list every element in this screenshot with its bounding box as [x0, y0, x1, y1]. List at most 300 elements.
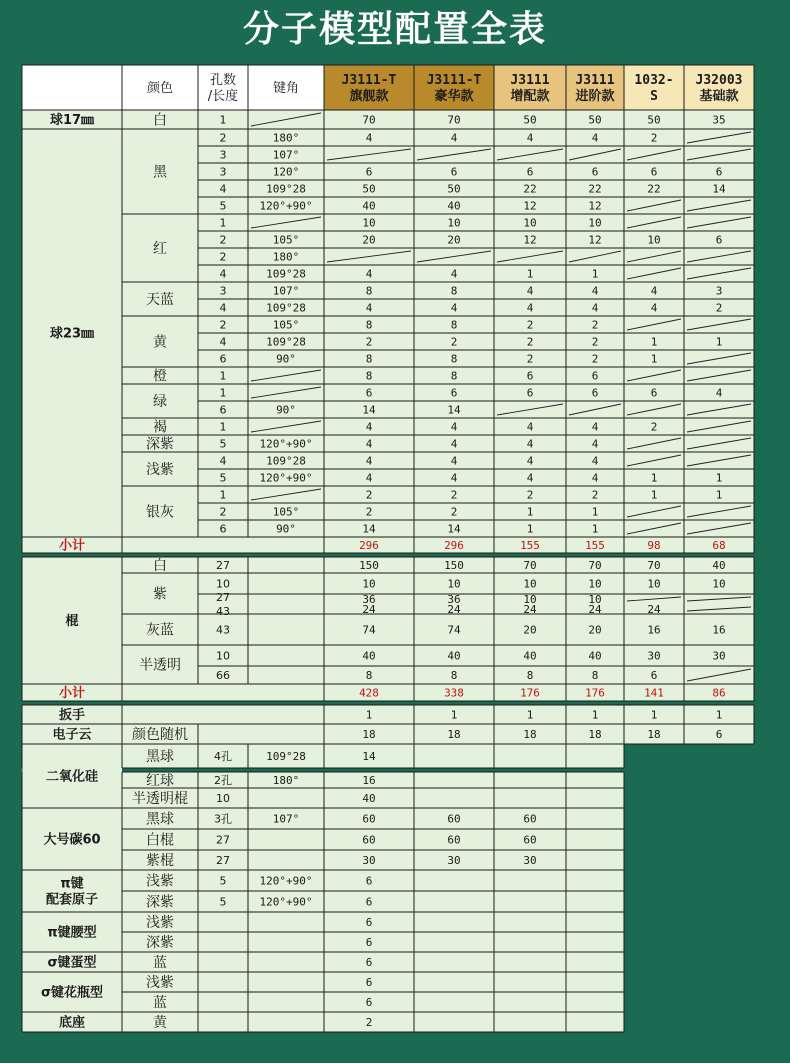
holes-cell — [220, 369, 227, 382]
value-cell — [588, 199, 601, 212]
value-cell-line: 60 — [523, 833, 537, 847]
value-cell-line: 86 — [712, 686, 726, 700]
value-cell-line: 10 — [647, 233, 661, 247]
value-cell — [651, 301, 658, 314]
header-product-line: 1032- — [634, 73, 674, 89]
value-cell — [523, 854, 536, 867]
holes-cell — [220, 505, 227, 518]
value-cell-line: 1 — [650, 488, 658, 502]
value-cell — [651, 386, 658, 399]
color-label-line: 浅紫 — [146, 462, 174, 479]
value-cell — [447, 577, 460, 590]
color-label-line: 绿 — [153, 394, 167, 411]
value-cell — [527, 301, 534, 314]
value-cell — [647, 233, 660, 246]
value-cell-line: 30 — [523, 853, 537, 867]
value-cell-line: 60 — [447, 833, 461, 847]
value-cell-line: 10 — [523, 216, 537, 230]
color-label-line: 白棍 — [146, 832, 174, 849]
angle-cell-line: 90° — [276, 352, 296, 366]
header-angle — [273, 80, 299, 96]
color-label — [146, 832, 174, 849]
value-cell-line: 10 — [588, 216, 602, 230]
header-product-line: 进阶款 — [575, 89, 615, 105]
color-label-line: 白 — [153, 112, 167, 129]
value-cell-line: 6 — [365, 995, 373, 1009]
holes-cell-line: 27 — [216, 590, 230, 604]
value-cell-line: 1 — [715, 708, 723, 722]
value-cell — [362, 623, 376, 636]
color-label — [153, 241, 167, 257]
value-cell — [588, 113, 601, 126]
cell-bg — [22, 418, 754, 435]
value-cell — [447, 728, 460, 741]
category-pi_atom-line: 配套原子 — [45, 892, 99, 908]
value-cell — [451, 669, 458, 682]
value-cell-line: 8 — [365, 352, 373, 366]
value-cell-line: 6 — [365, 975, 373, 989]
holes-cell — [216, 623, 230, 636]
value-cell — [447, 182, 460, 195]
value-cell-line: 6 — [591, 165, 599, 179]
color-label — [146, 461, 174, 478]
value-cell — [527, 437, 534, 450]
value-cell — [716, 284, 723, 297]
value-cell — [366, 1016, 373, 1029]
value-cell-line: 2 — [365, 335, 373, 349]
value-cell-line: 24 — [362, 602, 376, 616]
header-product-line: 增配款 — [510, 89, 550, 105]
cell-bg — [22, 705, 754, 724]
value-cell — [592, 522, 599, 535]
value-cell-line: 50 — [647, 113, 661, 127]
category-sigma_vase — [41, 985, 103, 1001]
header-angle-line: 键角 — [272, 81, 300, 97]
value-cell-line: 40 — [588, 649, 602, 663]
value-cell-line: 20 — [588, 623, 602, 637]
value-cell-line: 20 — [447, 233, 461, 247]
value-cell-line: 4 — [365, 420, 373, 434]
color-label-line: 黄 — [153, 334, 167, 351]
value-cell-line: 30 — [447, 853, 461, 867]
color-label — [153, 368, 167, 385]
holes-cell — [220, 182, 227, 195]
value-cell-line: 40 — [362, 791, 376, 805]
holes-cell — [220, 488, 227, 501]
header-holes-line: 孔数 — [209, 73, 237, 89]
value-cell-line: 8 — [526, 668, 534, 682]
value-cell-line: 4 — [450, 420, 458, 434]
value-cell — [527, 165, 534, 178]
value-cell-line: 4 — [591, 284, 599, 298]
value-cell — [362, 403, 376, 416]
angle-cell-line: 109°28 — [266, 335, 306, 349]
holes-cell — [220, 895, 227, 908]
category-electron_cloud-line: 电子云 — [52, 727, 92, 743]
value-cell-line: 10 — [523, 577, 537, 591]
value-cell — [362, 522, 376, 535]
category-electron_cloud — [52, 727, 91, 743]
cell-bg — [22, 557, 754, 573]
color-label — [153, 954, 167, 971]
holes-cell-line: 2 — [219, 250, 227, 264]
value-cell — [592, 471, 599, 484]
angle-cell — [273, 250, 300, 263]
color-label — [146, 773, 174, 789]
holes-cell-line: 5 — [219, 874, 227, 888]
value-cell — [362, 854, 375, 867]
value-cell-line: 2 — [365, 1015, 373, 1029]
value-cell-line: 4 — [526, 420, 534, 434]
value-cell-line: 141 — [644, 686, 664, 700]
value-cell-line: 155 — [520, 538, 540, 552]
angle-cell — [273, 233, 300, 246]
color-label — [153, 558, 167, 574]
angle-cell-line: 109°28 — [266, 749, 306, 763]
angle-cell-line: 180° — [272, 250, 300, 264]
value-cell-line: 1 — [650, 352, 658, 366]
holes-cell-line: 2 — [219, 505, 227, 519]
color-label-line: 天蓝 — [146, 292, 174, 309]
value-cell — [651, 335, 658, 348]
angle-cell — [276, 522, 296, 535]
value-cell-line: 2 — [526, 335, 534, 349]
value-cell-line: 16 — [362, 773, 376, 787]
value-cell — [592, 352, 599, 365]
value-cell — [647, 623, 660, 636]
header-product-line: 基础款 — [699, 89, 739, 105]
value-cell-line: 16 — [647, 623, 661, 637]
value-cell-line: 2 — [526, 352, 534, 366]
value-cell-line: 1 — [715, 335, 723, 349]
value-cell-line: 4 — [591, 301, 599, 315]
angle-cell — [273, 284, 300, 297]
holes-cell-line: 1 — [219, 420, 227, 434]
value-cell-line: 2 — [365, 488, 373, 502]
holes-cell — [216, 559, 230, 572]
value-cell — [592, 318, 599, 331]
value-cell-line: 24 — [523, 602, 537, 616]
value-cell — [366, 505, 373, 518]
value-cell — [362, 199, 375, 212]
value-cell — [447, 522, 461, 535]
value-cell — [592, 420, 599, 433]
angle-cell — [266, 267, 306, 280]
value-cell — [647, 649, 660, 662]
cell-bg — [22, 952, 624, 972]
header-color — [147, 80, 173, 96]
value-cell — [366, 284, 373, 297]
value-cell — [651, 131, 658, 144]
value-cell-line: 40 — [447, 199, 461, 213]
value-cell-line: 50 — [362, 182, 376, 196]
value-cell — [444, 686, 464, 699]
value-cell — [716, 301, 723, 314]
value-cell — [647, 113, 660, 126]
value-cell-line: 50 — [447, 182, 461, 196]
header-product-line: S — [650, 89, 658, 105]
value-cell — [716, 708, 723, 721]
value-cell — [651, 165, 658, 178]
value-cell-line: 6 — [365, 386, 373, 400]
category-rod — [65, 613, 78, 629]
angle-cell-line: 180° — [272, 131, 300, 145]
value-cell-line: 6 — [650, 165, 658, 179]
holes-cell — [216, 792, 230, 805]
value-cell-line: 12 — [588, 199, 602, 213]
color-label-line: 黑球 — [146, 811, 174, 828]
value-cell — [362, 792, 375, 805]
value-cell — [527, 284, 534, 297]
holes-cell — [214, 773, 232, 787]
holes-cell-line: 2 — [219, 318, 227, 332]
value-cell-line: 24 — [588, 602, 602, 616]
value-cell — [592, 386, 599, 399]
value-cell — [588, 182, 601, 195]
value-cell — [366, 488, 373, 501]
header-product-line: J3111 — [510, 73, 550, 89]
category-ball23-line: 球23㎜ — [49, 326, 95, 342]
value-cell — [588, 577, 601, 590]
value-cell — [716, 165, 723, 178]
value-cell-line: 4 — [526, 284, 534, 298]
header-product-line: J32003 — [695, 73, 743, 89]
color-label-line: 黑球 — [146, 749, 174, 766]
color-label — [146, 291, 174, 308]
value-cell — [451, 335, 458, 348]
value-cell — [447, 854, 460, 867]
value-cell — [444, 559, 464, 572]
color-label — [146, 873, 174, 890]
value-cell-line: 4 — [650, 284, 658, 298]
value-cell — [447, 812, 460, 825]
header-product — [696, 73, 743, 104]
color-label-line: 红 — [153, 241, 167, 258]
header-product — [510, 73, 550, 104]
value-cell-line: 35 — [712, 113, 726, 127]
value-cell — [716, 335, 723, 348]
value-cell-line: 16 — [712, 623, 726, 637]
value-cell-line: 2 — [450, 335, 458, 349]
angle-cell-line: 90° — [276, 403, 296, 417]
holes-cell — [220, 454, 227, 467]
value-cell — [447, 833, 460, 846]
holes-cell-line: 10 — [216, 577, 230, 591]
category-rod-line: 棍 — [65, 614, 79, 630]
holes-cell-line: 2孔 — [214, 773, 232, 787]
holes-cell — [220, 113, 227, 126]
value-cell — [527, 318, 534, 331]
holes-cell-line: 1 — [219, 488, 227, 502]
value-cell — [588, 649, 601, 662]
value-cell-line: 2 — [591, 335, 599, 349]
holes-cell-line: 4 — [219, 267, 227, 281]
value-cell-line: 2 — [591, 488, 599, 502]
value-cell-line: 1 — [591, 267, 599, 281]
value-cell-line: 36 — [447, 592, 461, 606]
color-label — [153, 586, 167, 603]
holes-cell-line: 1 — [219, 216, 227, 230]
value-cell-line: 18 — [447, 727, 461, 741]
value-cell-line: 8 — [450, 352, 458, 366]
value-cell — [647, 603, 661, 616]
value-cell — [444, 539, 464, 552]
value-cell — [366, 267, 373, 280]
value-cell-line: 14 — [447, 522, 461, 536]
category-sigma_egg — [47, 955, 96, 971]
holes-cell — [220, 386, 227, 399]
value-cell — [712, 686, 725, 699]
cell-bg — [22, 110, 754, 129]
value-cell-line: 8 — [365, 369, 373, 383]
holes-cell — [220, 874, 227, 887]
value-cell — [523, 559, 536, 572]
value-cell-line: 1 — [650, 471, 658, 485]
holes-cell — [216, 669, 230, 682]
value-cell-line: 30 — [647, 649, 661, 663]
angle-cell — [273, 505, 300, 518]
holes-cell — [216, 577, 230, 590]
holes-cell — [220, 199, 227, 212]
value-cell — [592, 669, 599, 682]
angle-cell-line: 90° — [276, 522, 296, 536]
angle-cell — [260, 437, 313, 450]
holes-cell-line: 4 — [219, 335, 227, 349]
value-cell-line: 40 — [362, 649, 376, 663]
header-product-line: J3111-T — [341, 73, 397, 89]
color-label — [139, 657, 181, 674]
value-cell-line: 6 — [650, 386, 658, 400]
value-cell — [588, 623, 601, 636]
angle-cell-line: 109°28 — [266, 301, 306, 315]
value-cell-line: 6 — [365, 915, 373, 929]
value-cell-line: 10 — [588, 592, 602, 606]
header-color-line: 颜色 — [146, 81, 174, 97]
value-cell-line: 1 — [526, 708, 534, 722]
cell-bg — [22, 1012, 624, 1032]
color-label — [153, 1015, 168, 1031]
value-cell-line: 22 — [523, 182, 537, 196]
header-holes — [208, 72, 238, 104]
holes-cell-line: 3 — [219, 148, 227, 162]
value-cell — [716, 488, 723, 501]
value-cell-line: 14 — [447, 403, 461, 417]
holes-cell-line: 43 — [216, 604, 230, 618]
value-cell — [451, 488, 458, 501]
angle-cell — [273, 148, 300, 161]
color-label-line: 黑 — [153, 164, 167, 181]
value-cell-line: 6 — [591, 386, 599, 400]
angle-cell — [273, 165, 300, 178]
value-cell-line: 176 — [520, 686, 540, 700]
value-cell — [366, 301, 373, 314]
value-cell — [451, 708, 458, 721]
value-cell-line: 1 — [365, 708, 373, 722]
value-cell — [366, 976, 373, 989]
value-cell — [523, 833, 536, 846]
value-cell — [651, 352, 658, 365]
holes-cell — [220, 403, 227, 416]
holes-cell-line: 3 — [219, 165, 227, 179]
category-c60-line: 大号碳60 — [43, 832, 101, 848]
value-cell — [520, 539, 540, 552]
value-cell — [527, 352, 534, 365]
category-sigma_vase-line: σ键花瓶型 — [40, 985, 104, 1001]
value-cell — [366, 454, 373, 467]
value-cell-line: 10 — [362, 577, 376, 591]
value-cell-line: 2 — [650, 131, 658, 145]
color-label — [153, 335, 168, 351]
color-label — [146, 852, 174, 869]
value-cell — [592, 369, 599, 382]
category-wrench-line: 扳手 — [58, 708, 86, 724]
color-label — [146, 622, 174, 639]
value-cell-line: 14 — [362, 403, 376, 417]
value-cell — [592, 301, 599, 314]
value-cell-line: 6 — [715, 233, 723, 247]
angle-cell-line: 120°+90° — [259, 437, 313, 451]
subtotal-label — [59, 538, 85, 554]
value-cell-line: 2 — [450, 488, 458, 502]
value-cell-line: 36 — [362, 592, 376, 606]
value-cell — [362, 728, 375, 741]
value-cell-line: 1 — [591, 522, 599, 536]
value-cell-line: 10 — [523, 592, 537, 606]
holes-cell-line: 10 — [216, 649, 230, 663]
value-cell — [366, 936, 373, 949]
angle-cell-line: 107° — [272, 812, 300, 826]
value-cell — [527, 488, 534, 501]
value-cell — [362, 182, 375, 195]
value-cell-line: 24 — [447, 602, 461, 616]
value-cell — [447, 199, 460, 212]
value-cell-line: 2 — [526, 488, 534, 502]
value-cell-line: 2 — [450, 505, 458, 519]
header-holes-line: /长度 — [207, 89, 239, 105]
holes-cell — [220, 437, 227, 450]
holes-cell — [220, 318, 227, 331]
value-cell-line: 6 — [526, 369, 534, 383]
value-cell-line: 24 — [647, 602, 661, 616]
value-cell — [647, 728, 660, 741]
value-cell-line: 4 — [450, 437, 458, 451]
value-cell-line: 3 — [715, 284, 723, 298]
value-cell-line: 4 — [591, 471, 599, 485]
header-product-line: 豪华款 — [434, 89, 474, 105]
value-cell — [366, 420, 373, 433]
value-cell-line: 10 — [712, 577, 726, 591]
value-cell-line: 6 — [365, 165, 373, 179]
value-cell — [359, 686, 379, 699]
value-cell — [651, 669, 658, 682]
value-cell — [527, 505, 534, 518]
value-cell-line: 70 — [447, 113, 461, 127]
value-cell-line: 60 — [362, 833, 376, 847]
value-cell-line: 10 — [647, 577, 661, 591]
subtotal-label-line: 小计 — [58, 538, 86, 554]
holes-cell-line: 2 — [219, 233, 227, 247]
header-product — [342, 73, 397, 104]
value-cell — [366, 956, 373, 969]
value-cell — [712, 649, 725, 662]
value-cell-line: 2 — [591, 352, 599, 366]
value-cell-line: 6 — [365, 935, 373, 949]
color-label-line: 半透明棍 — [132, 791, 188, 808]
category-sio2 — [46, 769, 99, 785]
cell-bg — [22, 537, 754, 553]
value-cell-line: 1 — [450, 708, 458, 722]
value-cell — [647, 539, 660, 552]
